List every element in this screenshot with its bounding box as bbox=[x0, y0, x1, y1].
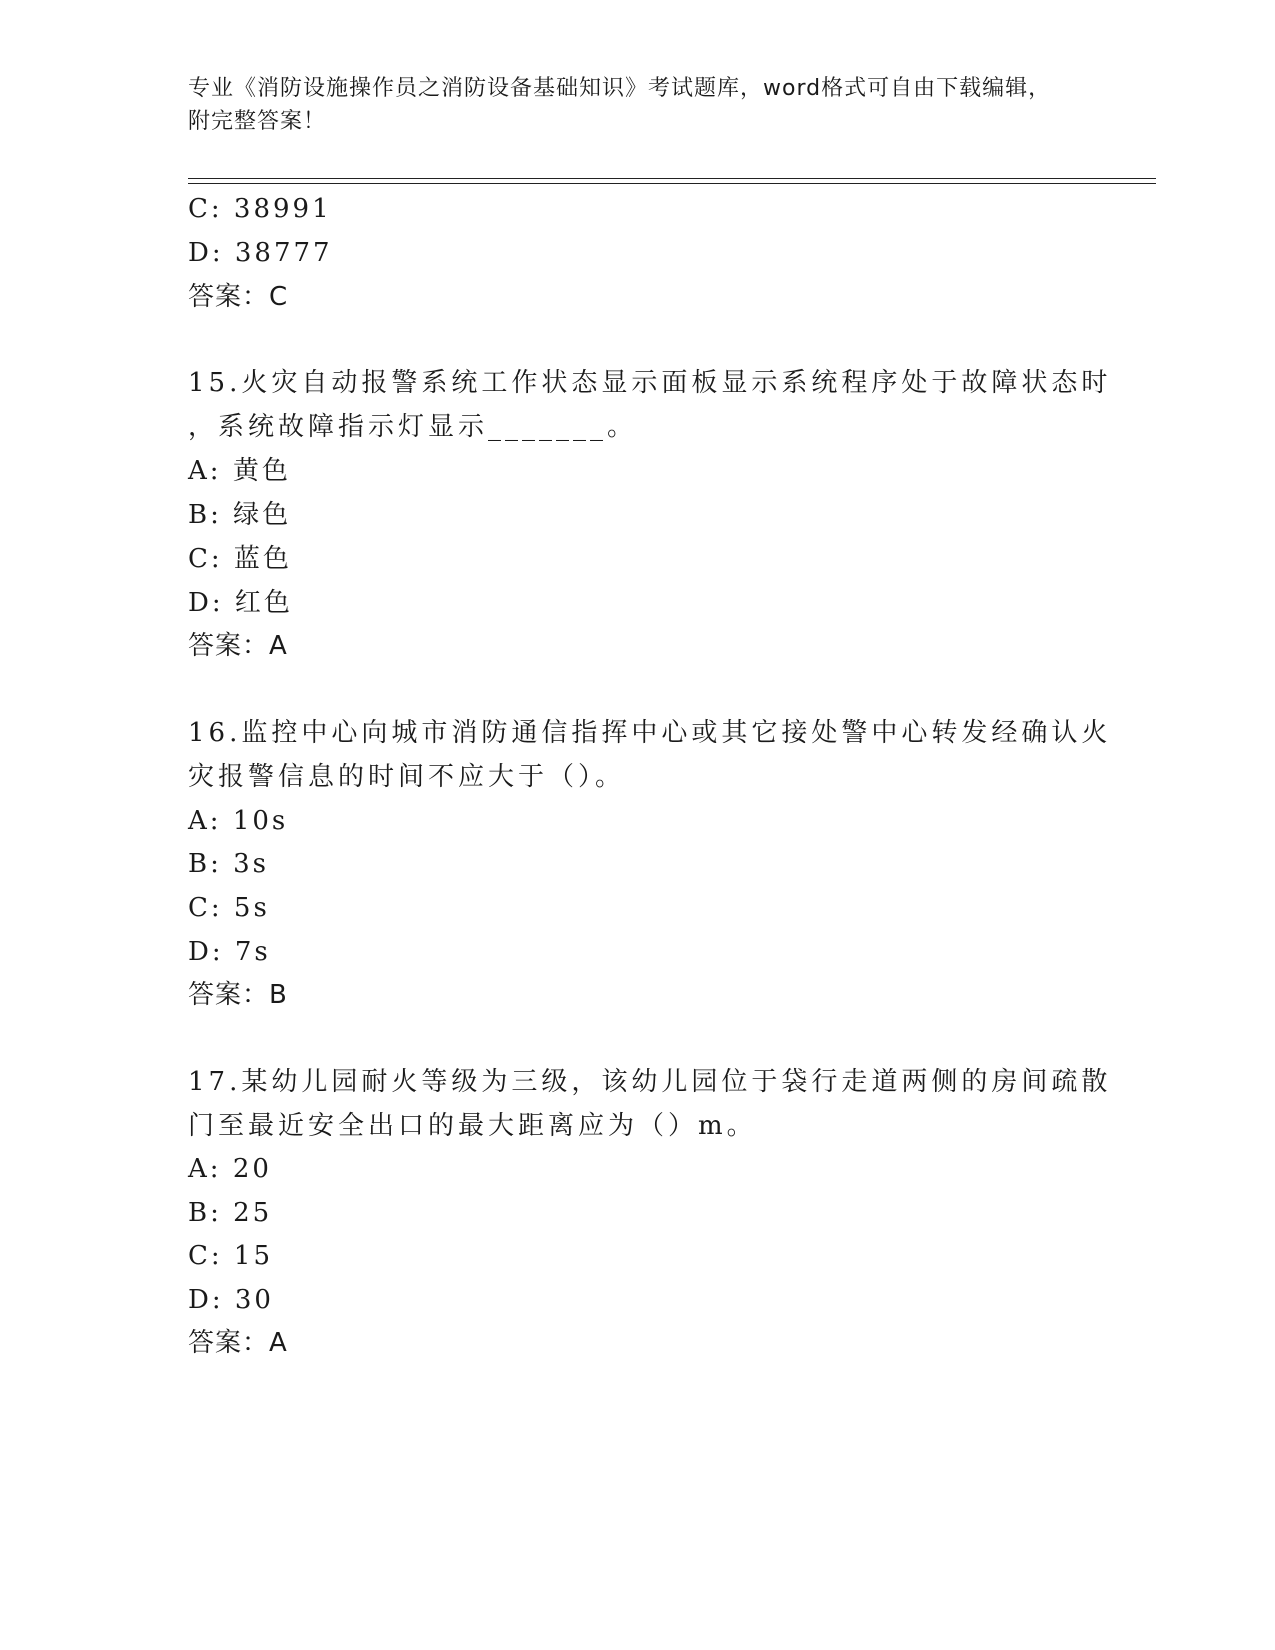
document-header: 专业《消防设施操作员之消防设备基础知识》考试题库，word格式可自由下载编辑，附完整答案！ bbox=[188, 76, 1052, 134]
option-text: 3s bbox=[233, 849, 270, 879]
option-label: C: bbox=[188, 544, 223, 574]
option-label: C: bbox=[188, 893, 223, 923]
option-label: A: bbox=[188, 806, 222, 836]
option-label: B: bbox=[188, 1198, 222, 1228]
header-divider-bottom bbox=[188, 183, 1156, 184]
option-text: 绿色 bbox=[233, 500, 292, 530]
option-text: 38991 bbox=[233, 194, 332, 224]
question-17-text-line1: 17.某幼儿园耐火等级为三级，该幼儿园位于袋行走道两侧的房间疏散 bbox=[188, 1067, 1112, 1097]
question-16-text-line1: 16.监控中心向城市消防通信指挥中心或其它接处警中心转发经确认火 bbox=[188, 718, 1112, 748]
question-17-text-line2: 门至最近安全出口的最大距离应为（）m。 bbox=[188, 1111, 757, 1141]
option-label: D: bbox=[188, 238, 224, 268]
question-15-text-line1: 15.火灾自动报警系统工作状态显示面板显示系统程序处于故障状态时 bbox=[188, 368, 1112, 398]
option-c bbox=[188, 542, 292, 576]
option-label: D: bbox=[188, 1285, 224, 1315]
option-label: D: bbox=[188, 588, 224, 618]
option-d bbox=[188, 236, 333, 270]
option-label: B: bbox=[188, 500, 222, 530]
answer-line: 答案：A bbox=[188, 1328, 288, 1358]
option-a bbox=[188, 1152, 272, 1186]
question-15-text-line2: ，系统故障指示灯显示_______。 bbox=[188, 412, 638, 442]
option-text: 25 bbox=[233, 1198, 273, 1228]
answer-line: 答案：C bbox=[188, 282, 289, 312]
option-text: 10s bbox=[232, 806, 289, 836]
option-c bbox=[188, 1239, 273, 1273]
option-text: 蓝色 bbox=[233, 544, 292, 574]
option-c bbox=[188, 192, 332, 226]
option-c bbox=[188, 891, 270, 925]
option-d bbox=[188, 586, 293, 620]
answer-line: 答案：A bbox=[188, 631, 288, 661]
option-text: 15 bbox=[233, 1241, 274, 1271]
option-label: A: bbox=[188, 1154, 222, 1184]
option-text: 黄色 bbox=[232, 456, 291, 486]
option-text: 20 bbox=[232, 1154, 272, 1184]
option-text: 5s bbox=[233, 893, 270, 923]
option-label: D: bbox=[188, 937, 224, 967]
option-text: 30 bbox=[234, 1285, 274, 1315]
option-text: 38777 bbox=[234, 238, 333, 268]
header-divider-top bbox=[188, 178, 1156, 179]
option-a bbox=[188, 454, 291, 488]
question-16-text-line2: 灾报警信息的时间不应大于（）。 bbox=[188, 762, 626, 792]
option-d bbox=[188, 1283, 274, 1317]
option-a bbox=[188, 804, 288, 838]
option-b bbox=[188, 1196, 272, 1230]
option-b bbox=[188, 498, 291, 532]
option-label: C: bbox=[188, 194, 223, 224]
option-d bbox=[188, 935, 271, 969]
answer-line: 答案：B bbox=[188, 980, 288, 1010]
option-text: 红色 bbox=[234, 588, 293, 618]
option-text: 7s bbox=[234, 937, 271, 967]
option-label: A: bbox=[188, 456, 222, 486]
option-label: C: bbox=[188, 1241, 223, 1271]
option-b bbox=[188, 847, 269, 881]
option-label: B: bbox=[188, 849, 222, 879]
